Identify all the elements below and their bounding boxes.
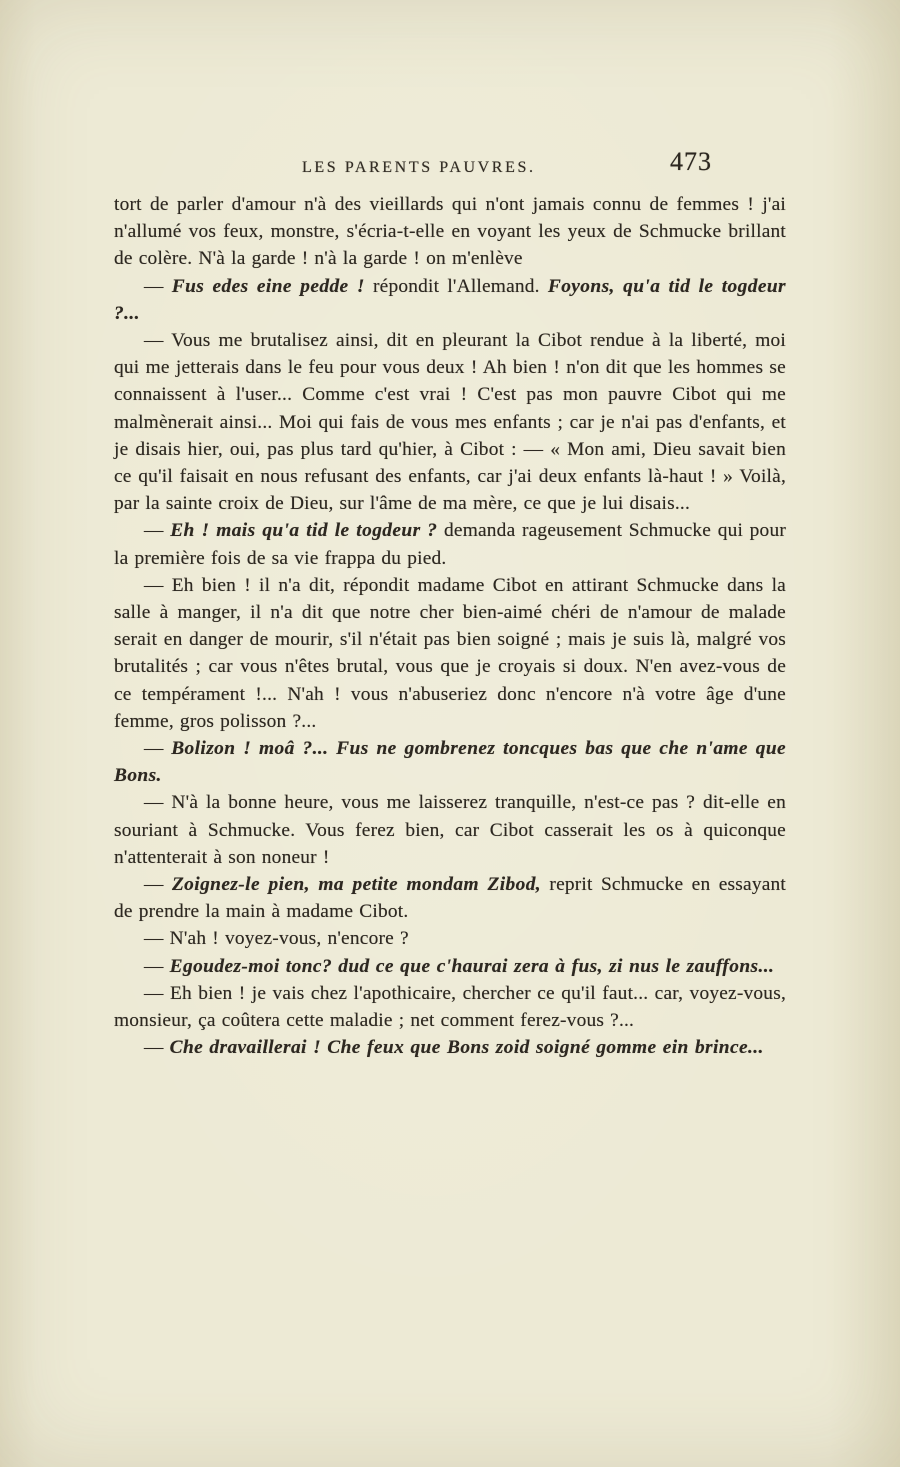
- text-segment: —: [144, 738, 172, 760]
- italic-segment: Fus edes eine pedde !: [171, 275, 365, 297]
- paragraph: [114, 572, 786, 735]
- paragraph: [114, 327, 786, 517]
- paragraph: [114, 980, 786, 1034]
- text-segment: —: [144, 275, 172, 297]
- text-segment: — Eh bien ! il n'a dit, répondit madame Cibot en attirant Schmucke dans la salle à manger, il n'a dit que notre cher bien-aimé chéri de n'amour de malade serait en danger de mourir, s'il n'était pas bien soigné ; mais je suis là, malgré vos brutalités ; car vous n'êtes brutal, vous que je croyais si doux. N'en avez-vous de ce tempérament !... N'ah ! vous n'abuseriez donc n'encore n'à votre âge d'une femme, gros polisson ?...: [114, 574, 786, 732]
- text-segment: demanda rageusement Schmucke qui pour la première fois de sa vie frappa du pied.: [114, 520, 787, 569]
- paragraph: [114, 273, 786, 327]
- text-segment: —: [144, 1037, 170, 1059]
- text-segment: répondit l'Allemand.: [364, 275, 548, 297]
- paragraph: [114, 191, 786, 273]
- italic-segment: Egoudez-moi tonc? dud ce que c'haurai zera à fus, zi nus le zauffons...: [169, 955, 775, 977]
- text-segment: tort de parler d'amour n'à des vieillards qui n'ont jamais connu de femmes ! j'ai n'allumé vos feux, monstre, s'écria-t-elle en voyant les yeux de Schmucke brillant de colère. N'à la garde ! n'à la garde ! on m'enlève: [114, 194, 786, 270]
- page-number: 473: [670, 147, 712, 176]
- paragraph: [114, 735, 786, 789]
- text-segment: reprit Schmucke en essayant de prendre la main à madame Cibot.: [114, 874, 787, 923]
- paragraph: [114, 517, 786, 571]
- text-segment: — N'ah ! voyez-vous, n'encore ?: [144, 928, 409, 950]
- text-segment: — N'à la bonne heure, vous me laisserez tranquille, n'est-ce pas ? dit-elle en souriant à Schmucke. Vous ferez bien, car Cibot casserait les os à quiconque n'attenterait à son noneur !: [114, 792, 786, 868]
- italic-segment: Che dravaillerai ! Che feux que Bons zoid soigné gomme ein brince...: [169, 1037, 764, 1059]
- italic-segment: Zoignez-le pien, ma petite mondam Zibod,: [171, 874, 542, 896]
- paragraph: [114, 925, 786, 952]
- italic-segment: Bolizon ! moâ ?... Fus ne gombrenez toncques bas que che n'ame que Bons.: [114, 738, 787, 787]
- text-segment: — Vous me brutalisez ainsi, dit en pleurant la Cibot rendue à la liberté, moi qui me jetterais dans le feu pour vous deux ! Ah bien ! n'on dit que les hommes se connaissent à l'user... Comme c'est vrai ! C'est pas mon pauvre Cibot qui me malmènerait ainsi... Moi qui fais de vous mes enfants ; car je n'ai pas d'enfants, et je disais hier, oui, pas plus tard qu'hier, à Cibot : — « Mon ami, Dieu savait bien ce qu'il faisait en nous refusant des enfants, car j'ai deux enfants là-haut ! » Voilà, par la sainte croix de Dieu, sur l'âme de ma mère, ce que je lui disais...: [114, 330, 786, 515]
- paragraph: [114, 953, 786, 980]
- paragraph: [114, 871, 786, 925]
- running-title: LES PARENTS PAUVRES.: [302, 159, 536, 176]
- italic-segment: Foyons, qu'a tid le togdeur ?...: [114, 275, 786, 324]
- body-text: [114, 191, 786, 1062]
- text-segment: —: [144, 955, 170, 977]
- text-segment: —: [144, 874, 172, 896]
- paragraph: [114, 789, 786, 871]
- paragraph: [114, 1034, 786, 1061]
- text-segment: — Eh bien ! je vais chez l'apothicaire, chercher ce qu'il faut... car, voyez-vous, monsieur, ça coûtera cette maladie ; net comment ferez-vous ?...: [114, 982, 786, 1032]
- text-segment: —: [144, 520, 171, 542]
- page-header: [114, 147, 786, 186]
- italic-segment: Eh ! mais qu'a tid le togdeur ?: [170, 520, 438, 542]
